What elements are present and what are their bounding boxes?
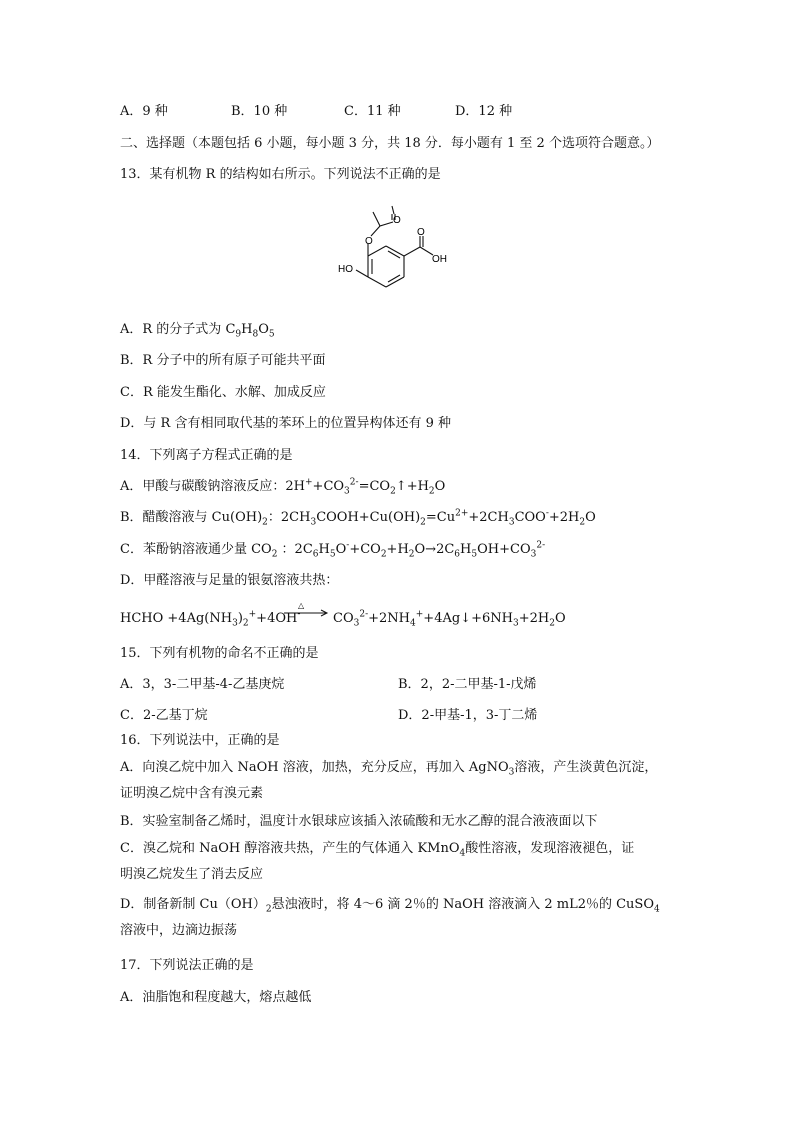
q15-option-a: A．3，3-二甲基-4-乙基庚烷 xyxy=(120,677,285,692)
q13-option-b: B．R 分子中的所有原子可能共平面 xyxy=(120,353,326,368)
q15-option-d: D．2-甲基-1，3-丁二烯 xyxy=(398,708,538,723)
mol-label-o1: O xyxy=(365,236,373,247)
q16-option-d-line1: D．制备新制 $Cu(OH)_2$悬浊液时，将 4～6 滴 2％的 NaOH 溶液滴入 2 mL2％的 CuSO$_4$ xyxy=(120,897,660,915)
q14-option-c: C．苯酚钠溶液通少量 $CO_2$ ：$2C_6H_5O^-+CO_2+H_2O\to 2C_6H_5OH+CO_3^{2-}$ xyxy=(120,540,546,560)
q12-option-c: C．11 种 xyxy=(344,104,401,119)
molecule-structure-diagram xyxy=(330,200,470,310)
q12-option-d: D．12 种 xyxy=(455,104,513,119)
q16-option-c-line1: C．溴乙烷和 NaOH 醇溶液共热，产生的气体通入 KMnO$_4$酸性溶液，发现溶液褪色，证 xyxy=(120,841,635,859)
q16-stem: 16．下列说法中，正确的是 xyxy=(120,733,280,748)
q13-option-d: D．与 R 含有相同取代基的苯环上的位置异构体还有 9 种 xyxy=(120,416,452,431)
q15-stem: 15．下列有机物的命名不正确的是 xyxy=(120,646,319,661)
q14-option-b: B．醋酸溶液与 $Cu(OH)_2$：$2CH_3COOH+Cu(OH)_2=Cu^{2+}+2CH_3COO^-+2H_2O$ xyxy=(120,508,596,528)
mol-label-oh: OH xyxy=(432,254,447,265)
q16-option-a-line2: 证明溴乙烷中含有溴元素 xyxy=(120,786,264,801)
q16-option-b: B．实验室制备乙烯时，温度计水银球应该插入浓硫酸和无水乙醇的混合液液面以下 xyxy=(120,814,598,829)
q14-option-a: A．甲酸与碳酸钠溶液反应：$2H^++CO_3^{2-}=CO_2↑+H_2O$ xyxy=(120,477,446,497)
q14-option-d-stem: D．甲醛溶液与足量的银氨溶液共热： xyxy=(120,573,339,588)
q16-option-a-line1: A．向溴乙烷中加入 NaOH 溶液，加热，充分反应，再加入 AgNO$_3$溶液，产生淡黄色沉淀， xyxy=(120,760,658,778)
section2-heading: 二、选择题（本题包括 6 小题，每小题 3 分，共 18 分．每小题有 1 至 2 个选项符合题意。） xyxy=(120,136,660,151)
q13-stem: 13．某有机物 R 的结构如右所示。下列说法不正确的是 xyxy=(120,167,441,182)
q15-option-b: B．2，2-二甲基-1-戊烯 xyxy=(398,677,537,692)
q15-option-c: C．2-乙基丁烷 xyxy=(120,708,208,723)
q14-option-d-equation-right: $CO_3^{2-}+2NH_4^++4Ag↓+6NH_3+2H_2O$ xyxy=(333,609,566,629)
q17-option-a: A．油脂饱和程度越大，熔点越低 xyxy=(120,990,312,1005)
q14-stem: 14．下列离子方程式正确的是 xyxy=(120,448,293,463)
q17-stem: 17．下列说法正确的是 xyxy=(120,958,254,973)
heat-symbol: △ xyxy=(298,601,305,610)
q16-option-c-line2: 明溴乙烷发生了消去反应 xyxy=(120,867,264,882)
mol-label-o2: O xyxy=(393,215,401,226)
q14-option-d-equation-left: HCHO $+4Ag(NH_3)_2^++4OH^-$ xyxy=(120,609,301,629)
heat-arrow xyxy=(282,600,330,620)
q13-option-a: A．R 的分子式为 $C_9H_8O_5$ xyxy=(120,322,275,340)
mol-label-ho: HO xyxy=(338,264,353,275)
q12-option-b: B．10 种 xyxy=(231,104,288,119)
q13-option-c: C．R 能发生酯化、水解、加成反应 xyxy=(120,385,326,400)
q12-option-a: A．9 种 xyxy=(120,104,168,119)
q16-option-d-line2: 溶液中，边滴边振荡 xyxy=(120,923,238,938)
mol-label-o3: O xyxy=(417,227,425,238)
